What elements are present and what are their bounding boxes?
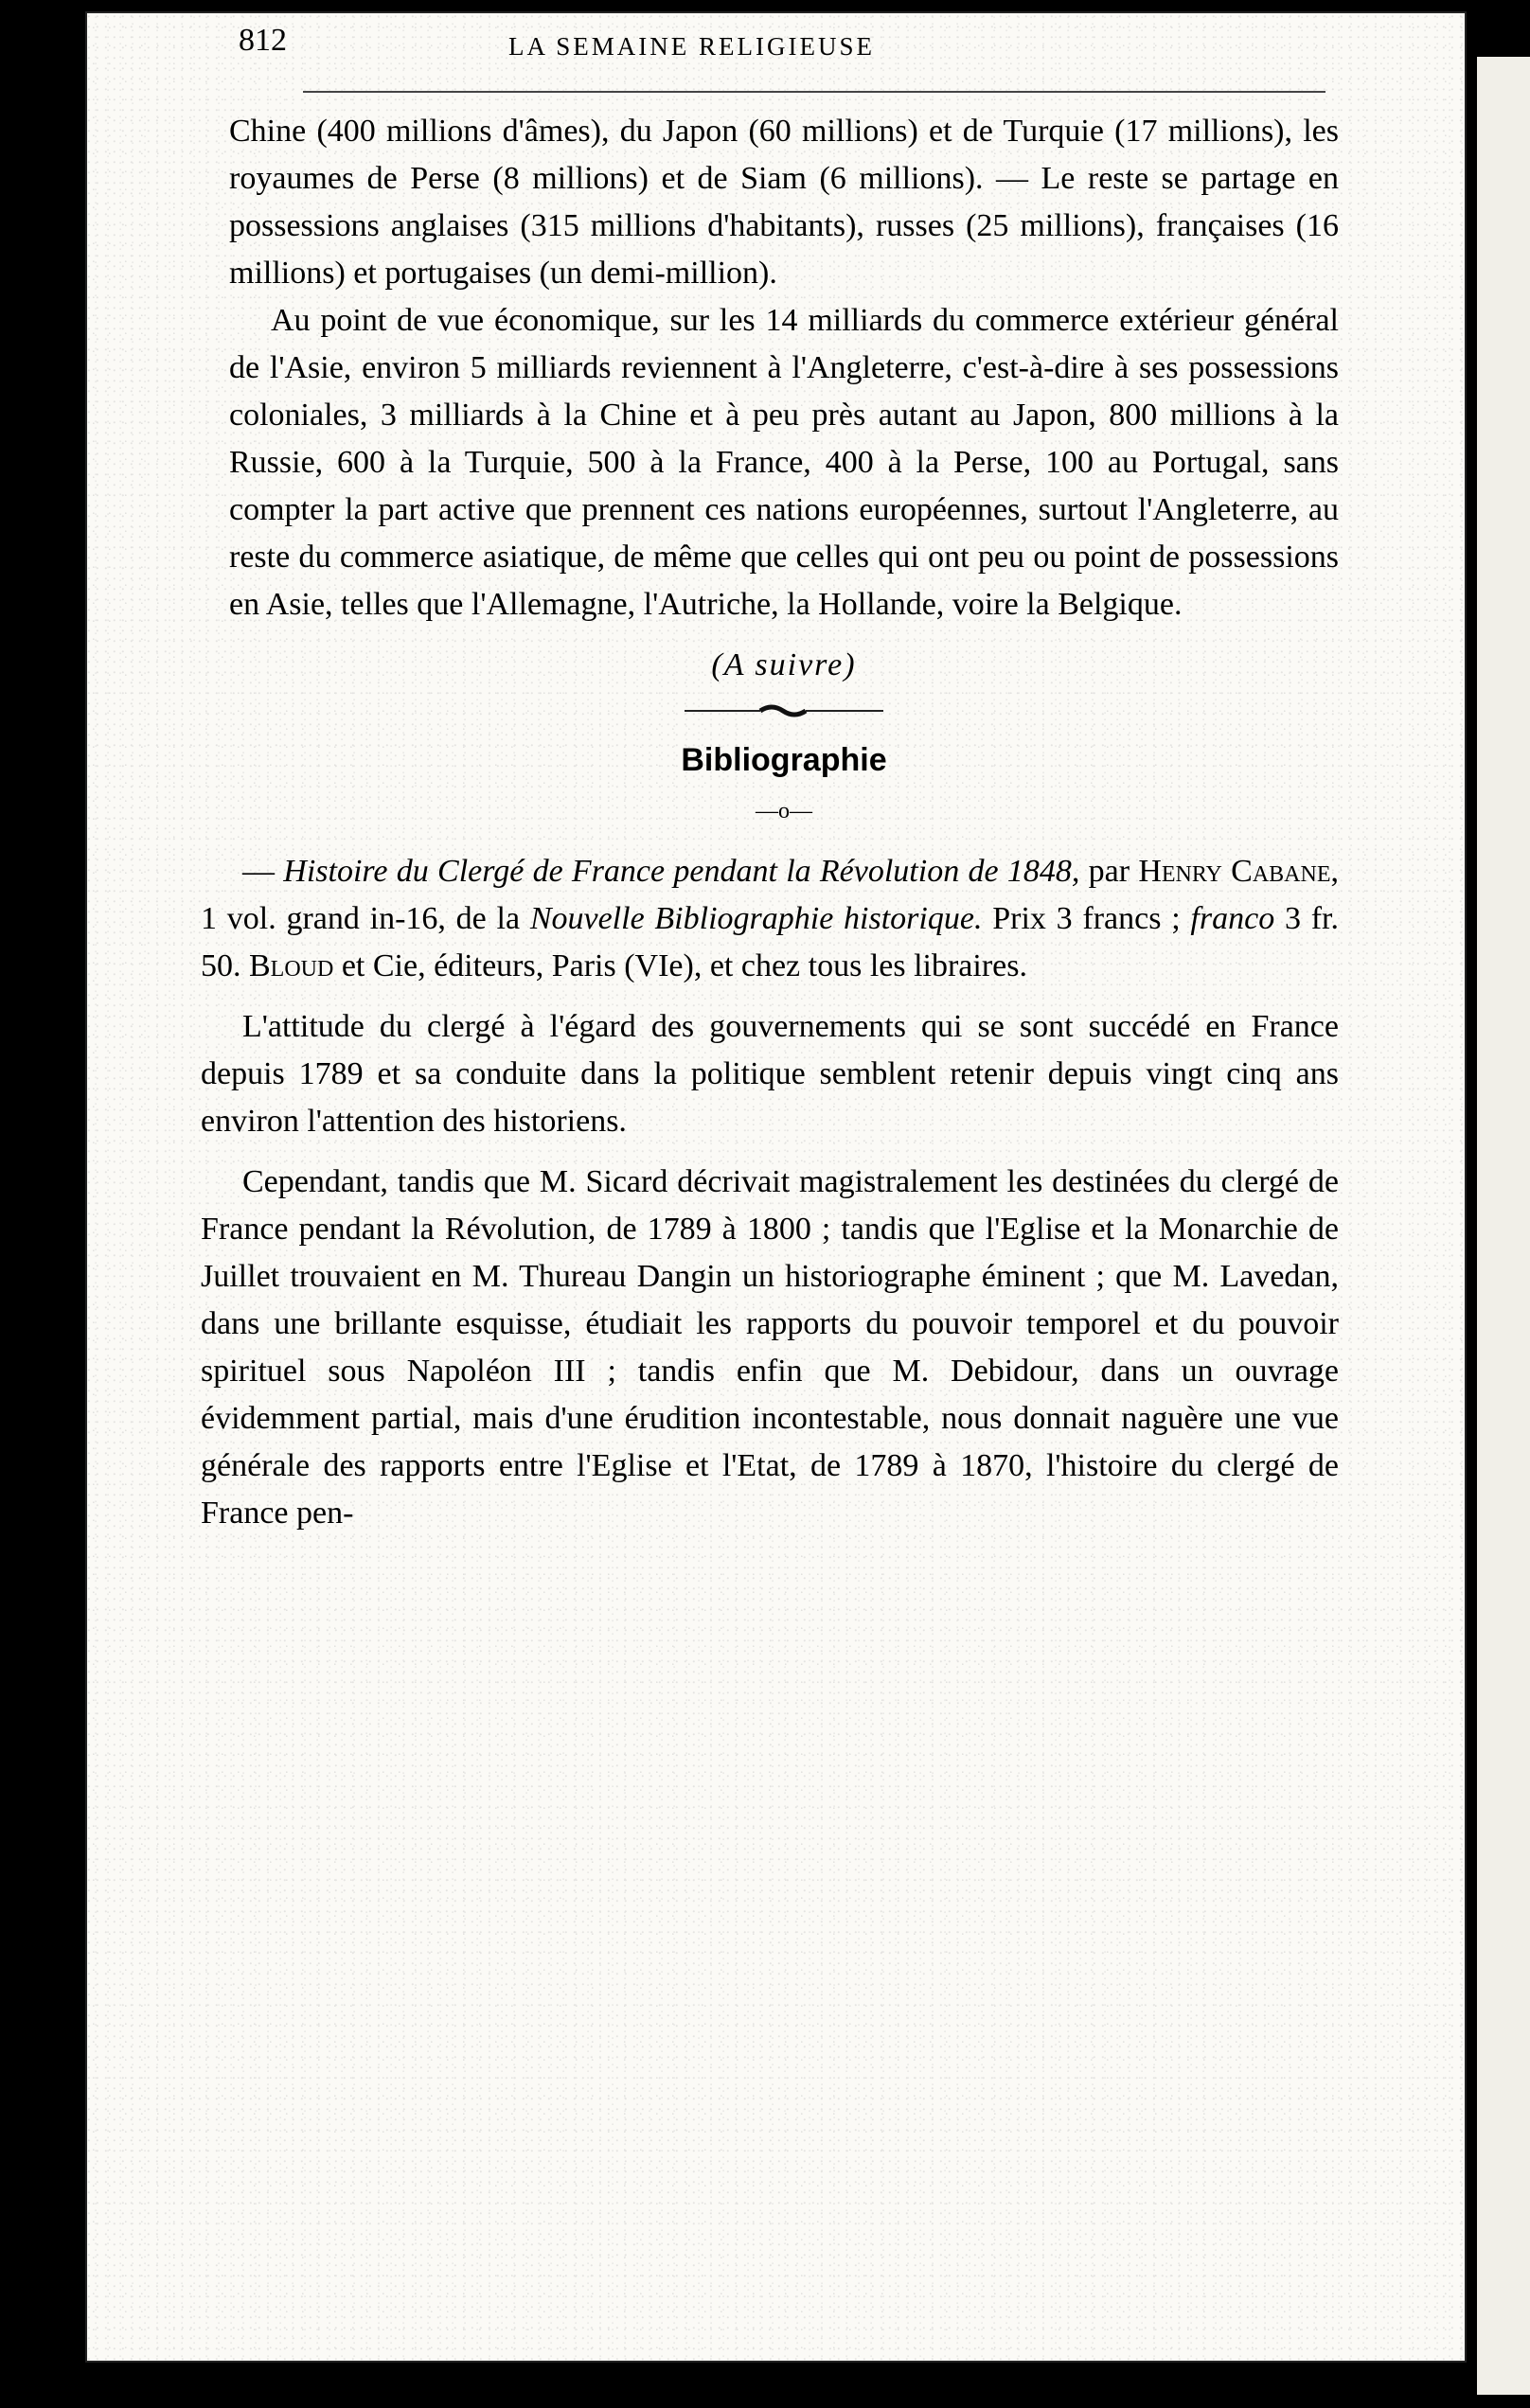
entry-details: , 1 vol. grand in-16, de la (201, 854, 1339, 936)
page-body (201, 108, 1339, 1537)
adjacent-page-edge (1477, 57, 1530, 2395)
entry-paragraph (201, 848, 1339, 990)
entry-title: Histoire du Clergé de France pendant la Révolution de 1848, (283, 854, 1080, 889)
spacer (201, 990, 1339, 1003)
page-number: 812 (239, 23, 287, 58)
small-ornament: —o— (756, 799, 812, 823)
article-paragraph-1: Chine (400 millions d'âmes), du Japon (60 millions) et de Turquie (17 millions), les royaumes de Perse (8 millions) et de Siam (6 millions). — Le reste se partage en possessions anglaises (315 millions d'habitants), russes (25 millions), françaises (16 millions) et portugaises (un demi-million). (229, 114, 1339, 291)
entry-price-2: 3 fr. 50. (201, 901, 1339, 983)
running-title: LA SEMAINE RELIGIEUSE (508, 32, 875, 61)
header-rule (303, 91, 1325, 93)
to-be-continued: (A suivre) (711, 647, 857, 682)
book-page (87, 13, 1465, 2361)
spacer (201, 1145, 1339, 1159)
entry-collection: Nouvelle Bibliographie historique. (529, 901, 983, 936)
entry-dash: — (242, 854, 284, 889)
review-paragraph-1: L'attitude du clergé à l'égard des gouvernements qui se sont succédé en France depuis 1789 et sa conduite dans la politique semblent retenir depuis vingt cinq ans environ l'attention des historiens. (201, 1009, 1339, 1139)
entry-publisher-rest: et Cie, éditeurs, Paris (VIe), et chez tous les libraires. (333, 948, 1027, 983)
article-paragraph-2: Au point de vue économique, sur les 14 milliards du commerce extérieur général de l'Asie, environ 5 milliards reviennent à l'Angleterre, c'est-à-dire à ses possessions coloniales, 3 milliards à la Chine et à peu près autant au Japon, 800 millions à la Russie, 600 à la Turquie, 500 à la France, 400 à la Perse, 100 au Portugal, sans compter la part active que prennent ces nations européennes, surtout l'Angleterre, au reste du commerce asiatique, de même que celles qui ont peu ou point de possessions en Asie, telles que l'Allemagne, l'Autriche, la Hollande, voire la Belgique. (229, 303, 1339, 622)
bibliography-heading: Bibliographie (681, 742, 887, 778)
entry-price: Prix 3 francs ; (982, 901, 1191, 936)
entry-franco: franco (1190, 901, 1275, 936)
bibliography-entry (201, 848, 1339, 1537)
entry-author: Henry Cabane (1138, 854, 1331, 889)
page-header (87, 13, 1465, 80)
entry-by: par (1079, 854, 1139, 889)
section-divider-ornament (685, 700, 883, 721)
entry-publisher: Bloud (249, 948, 334, 983)
review-paragraph-2: Cependant, tandis que M. Sicard décrivait magistralement les destinées du clergé de France pendant la Révolution, de 1789 à 1800 ; tandis que l'Eglise et la Monarchie de Juillet trouvaient en M. Thureau Dangin un historiographe éminent ; que M. Lavedan, dans une brillante esquisse, étudiait les rapports du pouvoir temporel et du pouvoir spirituel sous Napoléon III ; tandis enfin que M. Debidour, dans un ouvrage évidemment partial, mais d'une érudition incontestable, nous donnait naguère une vue générale des rapports entre l'Eglise et l'Etat, de 1789 à 1870, l'histoire du clergé de France pen- (201, 1164, 1339, 1531)
